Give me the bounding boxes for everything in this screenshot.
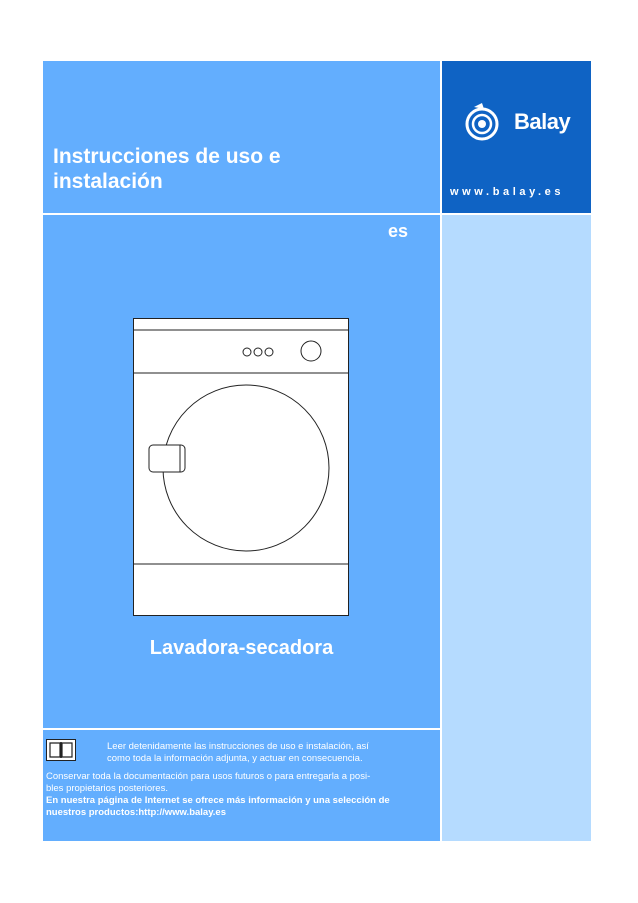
read-line-2: como toda la información adjunta, y actuar en consecuencia. xyxy=(107,753,363,764)
keep-documentation-note xyxy=(46,771,438,795)
keep-line-1: Conservar toda la documentación para usos futuros o para entregarla a posi- xyxy=(46,771,371,782)
web-line-2: nuestros productos:http://www.balay.es xyxy=(46,807,226,818)
website-note xyxy=(46,795,438,819)
title-line-2: instalación xyxy=(53,170,163,193)
keep-line-2: bles propietarios posteriores. xyxy=(46,783,168,794)
washer-dryer-illustration xyxy=(133,318,349,616)
product-name: Lavadora-secadora xyxy=(149,637,334,659)
read-instructions-note xyxy=(107,741,432,765)
balay-logo-icon xyxy=(460,103,508,143)
web-line-1: En nuestra página de Internet se ofrece más información y una selección de xyxy=(46,795,390,806)
brand-name: Balay xyxy=(514,109,571,134)
brand-website: www.balay.es xyxy=(450,186,565,198)
page-title xyxy=(53,144,281,194)
language-code: es xyxy=(388,221,409,241)
side-panel xyxy=(442,215,591,841)
open-book-icon xyxy=(46,739,76,761)
title-line-1: Instrucciones de uso e xyxy=(53,145,281,168)
read-line-1: Leer detenidamente las instrucciones de uso e instalación, así xyxy=(107,741,369,752)
